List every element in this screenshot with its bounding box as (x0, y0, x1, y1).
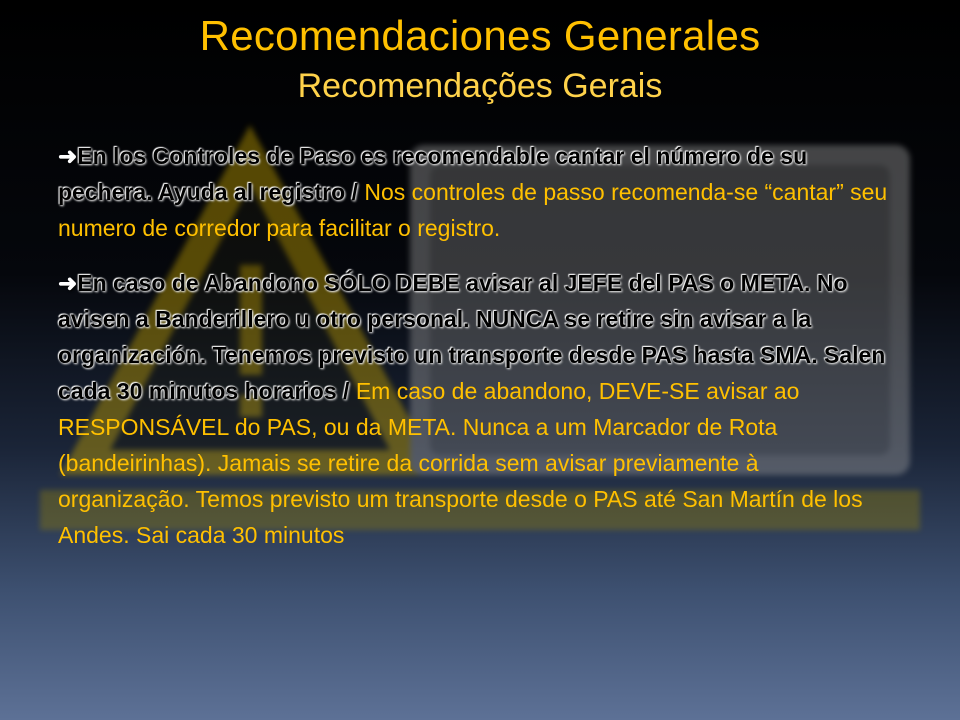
bullet-portuguese-text: Em caso de abandono, DEVE-SE avisar ao RESPONSÁVEL do PAS, ou da META. Nunca a um Marcador de Rota (bandeirinhas). Jamais se retire da corrida sem avisar previamente à organização. Temos previsto um transporte desde o PAS até San Martín de los Andes. Sai cada 30 minutos (58, 378, 863, 548)
bullet-item-checkpoints (58, 138, 888, 246)
bullet-list (58, 138, 888, 572)
slide-title: Recomendaciones Generales (199, 12, 761, 59)
bullet-portuguese-text: Nos controles de passo recomenda-se “cantar” seu numero de corredor para facilitar o registro. (58, 179, 888, 241)
bullet-item-abandonment (58, 265, 888, 553)
arrow-right-icon: ➜ (58, 270, 78, 296)
bullet-spanish-text: En los Controles de Paso es recomendable cantar el número de su pechera. Ayuda al registro / (58, 143, 808, 205)
arrow-right-icon: ➜ (58, 143, 78, 169)
slide-subtitle: Recomendações Gerais (297, 67, 663, 105)
bullet-spanish-text: En caso de Abandono SÓLO DEBE avisar al JEFE del PAS o META. No avisen a Banderillero u otro personal. NUNCA se retire sin avisar a la organización. Tenemos previsto un transporte desde PAS hasta SMA. Salen cada 30 minutos horarios / (58, 270, 886, 404)
